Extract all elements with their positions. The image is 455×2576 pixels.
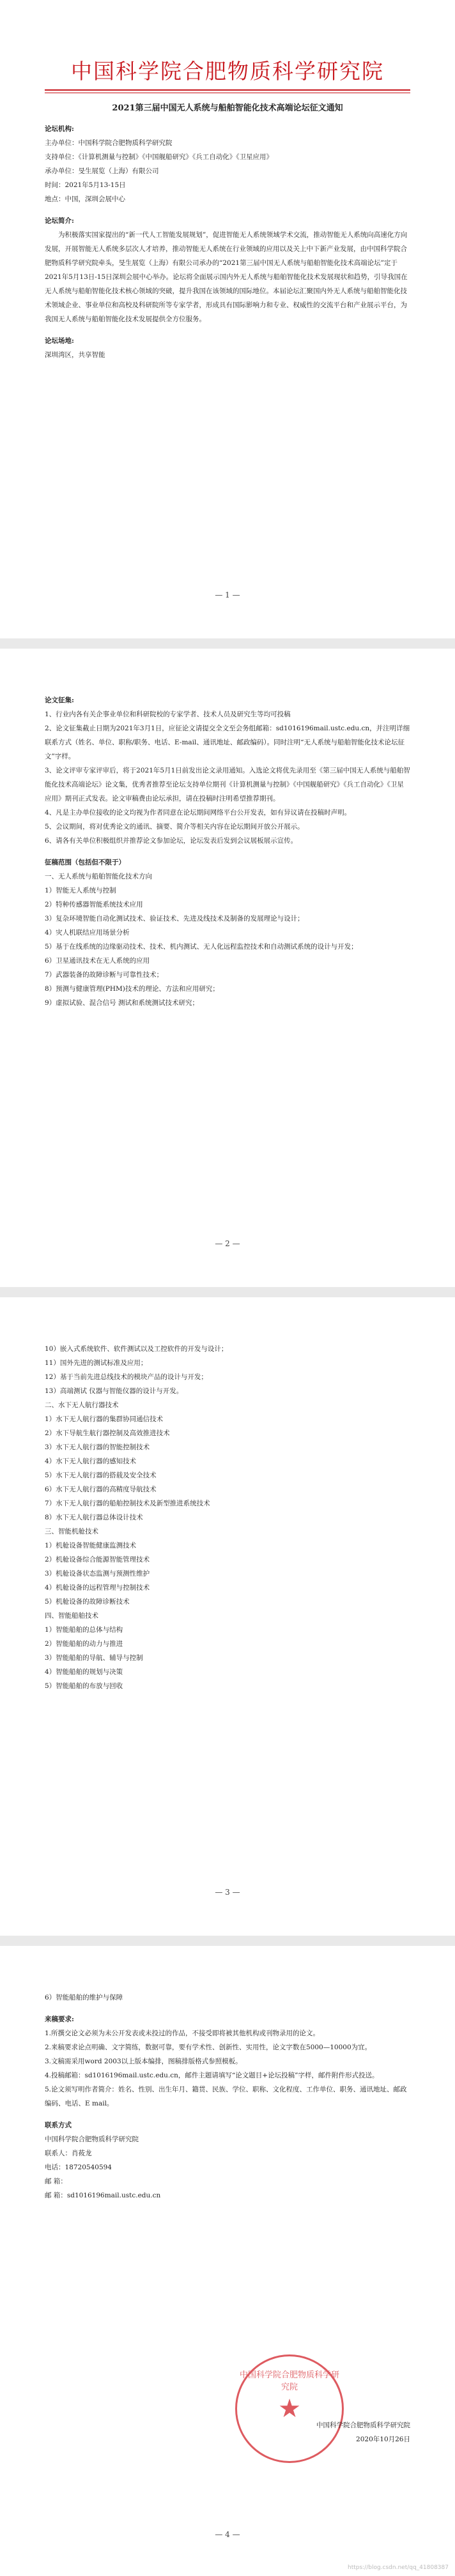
topic-item: 四、智能船舶技术 bbox=[45, 1612, 98, 1620]
contact-line: 电话：18720540594 bbox=[45, 2164, 112, 2171]
topic-item: 11）国外先进的测试标准及应用； bbox=[45, 1359, 148, 1367]
requirements-heading: 来稿要求: bbox=[45, 2015, 74, 2023]
topic-item: 5）基于在线系统的边缘驱动技术、技术、机内测试、无人化远程监控技术和自动测试系统的设计与开发； bbox=[45, 943, 358, 951]
topic-item: 2）机舱设备综合能源智能管理技术 bbox=[45, 1556, 150, 1563]
requirement-item: 1.所撰交论文必须为未公开发表或未投过的作品，不接受即将被其他机构或刊物录用的论文。 bbox=[45, 2030, 320, 2037]
page-4 bbox=[0, 1946, 455, 2576]
watermark: https://blog.csdn.net/qq_41808387 bbox=[347, 2565, 449, 2571]
topic-item: 1）水下无人航行器的集群协同通信技术 bbox=[45, 1415, 164, 1423]
topic-item: 10）嵌入式系统软件、软件测试以及工控软件的开发与设计； bbox=[45, 1345, 228, 1353]
paper-item: 1、行业内各有关企事业单位和科研院校的专家学者、技术人员及研究生等均可投稿 bbox=[45, 711, 291, 718]
org-line: 时间：2021年5月13-15日 bbox=[45, 181, 126, 189]
topic-item: 5）智能船舶的布放与回收 bbox=[45, 1682, 123, 1690]
org-heading: 论坛机构: bbox=[45, 125, 74, 133]
requirements-list bbox=[45, 2026, 410, 2111]
topic-item: 三、智能机舱技术 bbox=[45, 1528, 98, 1535]
org-line: 地点：中国，深圳会展中心 bbox=[45, 195, 125, 203]
star-icon: ★ bbox=[278, 2394, 301, 2423]
red-rule bbox=[45, 89, 410, 91]
topic-item: 4）水下无人航行器的感知技术 bbox=[45, 1457, 137, 1465]
page-number: — 3 — bbox=[215, 1888, 240, 1897]
sign-org: 中国科学院合肥物质科学研究院 bbox=[316, 2422, 410, 2429]
intro-heading: 论坛简介: bbox=[45, 217, 74, 225]
topic-item: 2）水下导航生航行器控制及高效推进技术 bbox=[45, 1429, 170, 1437]
topic-item: 3）智能船舶的导航、辅导与控制 bbox=[45, 1654, 143, 1662]
signature-block bbox=[316, 2418, 410, 2446]
requirement-item: 5.论文须写明作者简介：姓名、性别、出生年月、籍贯、民族、学位、职称、文化程度、工作单位、职务、通讯地址、邮政编码、电话、E mail。 bbox=[45, 2086, 407, 2107]
page-2 bbox=[0, 649, 455, 1287]
topic-item: 9）虚拟试验、混合信号 测试和系统测试技术研究； bbox=[45, 999, 199, 1007]
org-lines bbox=[45, 136, 410, 206]
topic-list bbox=[45, 870, 410, 1010]
topic-item: 4）灾人机联结应用场景分析 bbox=[45, 929, 130, 937]
topics-heading: 征稿范围（包括但不限于） bbox=[45, 859, 125, 866]
topic-item: 3）水下无人航行器的智能控制技术 bbox=[45, 1443, 150, 1451]
topic-item: 1）智能船舶的总体与结构 bbox=[45, 1626, 123, 1634]
contact-lines bbox=[45, 2132, 410, 2203]
topic-item: 一、无人系统与船舶智能化技术方向 bbox=[45, 873, 152, 880]
doc-title: 2021第三届中国无人系统与船舶智能化技术高端论坛征文通知 bbox=[112, 103, 343, 113]
paper-heading: 论文征集: bbox=[45, 697, 74, 704]
topic-item: 6）卫星通讯技术在无人系统的应用 bbox=[45, 957, 150, 965]
topic-item: 13）高端测试 仪器与智能仪器的设计与开发。 bbox=[45, 1387, 183, 1395]
topic-list bbox=[45, 1342, 410, 1693]
page-1 bbox=[0, 0, 455, 638]
paper-items bbox=[45, 707, 410, 848]
paper-item: 3、论文评审专家评审后，将于2021年5月1日前发出论文录用通知。入选论文将优先录用至《第三届中国无人系统与船舶智能化技术高端论坛》论文集，优秀者推荐至论坛支持单位期刊《计算机测量与控制》《中国舰船研究》《兵工自动化》《卫星应用》期刊正式发表。论文审稿费由论坛承担，请在投稿时注明希望推荐期刊。 bbox=[45, 767, 410, 802]
topic-item: 5）水下无人航行器的搭载及安全技术 bbox=[45, 1472, 157, 1479]
seal-text: 中国科学院合肥物质科学研究院 bbox=[239, 2370, 339, 2392]
page-3 bbox=[0, 1297, 455, 1936]
venue-line: 深圳湾区，共享智能 bbox=[45, 351, 105, 359]
requirement-item: 2.来稿要求论点明确、文字简练，数据可靠，要有学术性、创新性、实用性，论文字数在5000—10000为宜。 bbox=[45, 2044, 372, 2051]
topic-item: 8）预测与健康管理(PHM)技术的理论、方法和应用研究； bbox=[45, 985, 219, 993]
intro-paragraph: 为积极落实国家提出的“新一代人工智能发展规划”，促进智能无人系统领域学术交流，推动智能无人系统向高速化方向发展，开展智能无人系统多层次人才培养，推动智能无人系统在行业领域的应用以及关上中下新产业发展，由中国科学院合肥物质科学研究院牵头，旻生展览（上海）有限公司承办的“2021第三届中国无人系统与船舶智能化技术高端论坛”定于2021年5月13日-15日深圳会展中心举办。论坛将全面展示国内外无人系统与船舶智能化技术发展现状和趋势，引导我国在无人系统与船舶智能化技术核心领域的突破，提升我国在该领域的国际地位。本届论坛汇聚国内外无人系统与船舶智能化技术领域企业、事业单位和高校及科研院所等专家学者，形成具有国际影响力和专业、权威性的交流平台和产业展示平台，为我国无人系统与船舶智能化技术发展提供全方位服务。 bbox=[45, 231, 408, 323]
topic-item: 4）智能船舶的规划与决策 bbox=[45, 1668, 123, 1676]
topic-item: 二、水下无人航行器技术 bbox=[45, 1401, 119, 1409]
topic-item: 12）基于当前先进总线技术的模块产品的设计与开发； bbox=[45, 1373, 208, 1381]
org-line: 主办单位：中国科学院合肥物质科学研究院 bbox=[45, 139, 173, 147]
org-line: 承办单位：旻生展览（上海）有限公司 bbox=[45, 167, 159, 175]
topic-item: 5）机舱设备的故障诊断技术 bbox=[45, 1598, 130, 1606]
paper-item: 5、会议期间，将对优秀论文的通讯、摘要、简介等相关内容在论坛期间开放公开展示。 bbox=[45, 823, 304, 831]
paper-item: 6、请各有关单位积极组织并推荐论文参加论坛，论坛发表后发到会议展板展示宣传。 bbox=[45, 837, 298, 845]
paper-item: 2、论文征集截止日期为2021年3月1日，应征论文请提交全文至会务组邮箱：sd1016196mail.ustc.edu.cn，并注明详细联系方式（姓名、单位、职称/职务、电话、E-mail、通讯地址、邮政编码）。同时注明“无人系统与船舶智能化技术论坛征文”字样。 bbox=[45, 725, 410, 760]
contact-line: 联系人：肖莜龙 bbox=[45, 2150, 92, 2157]
topic-item: 1）智能无人系统与控制 bbox=[45, 887, 116, 894]
page-number: — 1 — bbox=[215, 591, 240, 599]
topic-item: 2）特种传感器智能系统技术应用 bbox=[45, 901, 143, 908]
sign-date: 2020年10月26日 bbox=[356, 2436, 410, 2443]
requirement-item: 3.文稿需采用word 2003以上版本编排，图稿排版格式参照模板。 bbox=[45, 2058, 242, 2065]
official-seal-icon bbox=[235, 2354, 344, 2463]
paper-item: 4、凡是主办单位接收的论文均视为作者同意在论坛期间网络平台公开发表，如有异议请在投稿时声明。 bbox=[45, 809, 351, 817]
topic-item: 7）水下无人航行器的船舶控制技术及新型推进系统技术 bbox=[45, 1500, 210, 1507]
topic-item: 7）武器装备的故障诊断与可靠性技术； bbox=[45, 971, 164, 979]
page-number: — 4 — bbox=[215, 2530, 240, 2539]
contact-heading: 联系方式 bbox=[45, 2121, 72, 2129]
topic-item: 2）智能船舶的动力与推进 bbox=[45, 1640, 123, 1648]
topic-item: 1）机舱设备智能健康监测技术 bbox=[45, 1542, 137, 1549]
requirement-item: 4.投稿邮箱：sd1016196mail.ustc.edu.cn，邮件主题请填写“论文题目+论坛投稿”字样，邮件附件形式投送。 bbox=[45, 2072, 379, 2079]
topic-item: 3）机舱设备状态监测与预测性维护 bbox=[45, 1570, 150, 1578]
contact-line: 中国科学院合肥物质科学研究院 bbox=[45, 2135, 139, 2143]
contact-line: 邮 箱：sd1016196mail.ustc.edu.cn bbox=[45, 2192, 161, 2199]
venue-heading: 论坛场地: bbox=[45, 337, 74, 345]
topic-item: 6）智能船舶的维护与保障 bbox=[45, 1994, 123, 2001]
topic-item: 3）复杂环境智能自动化测试技术、验证技术、先进及线技术及制备的发展理论与设计； bbox=[45, 915, 304, 923]
topic-item: 6）水下无人航行器的高精度导航技术 bbox=[45, 1486, 157, 1493]
org-line: 支持单位：《计算机测量与控制》《中国舰船研究》《兵工自动化》《卫星应用》 bbox=[45, 153, 273, 161]
topic-item: 4）机舱设备的远程管理与控制技术 bbox=[45, 1584, 150, 1592]
contact-line: 邮 箱： bbox=[45, 2178, 67, 2185]
org-title: 中国科学院合肥物质科学研究院 bbox=[71, 59, 384, 84]
page-number: — 2 — bbox=[215, 1239, 240, 1248]
topic-item: 8）水下无人航行器总体设计技术 bbox=[45, 1514, 143, 1521]
